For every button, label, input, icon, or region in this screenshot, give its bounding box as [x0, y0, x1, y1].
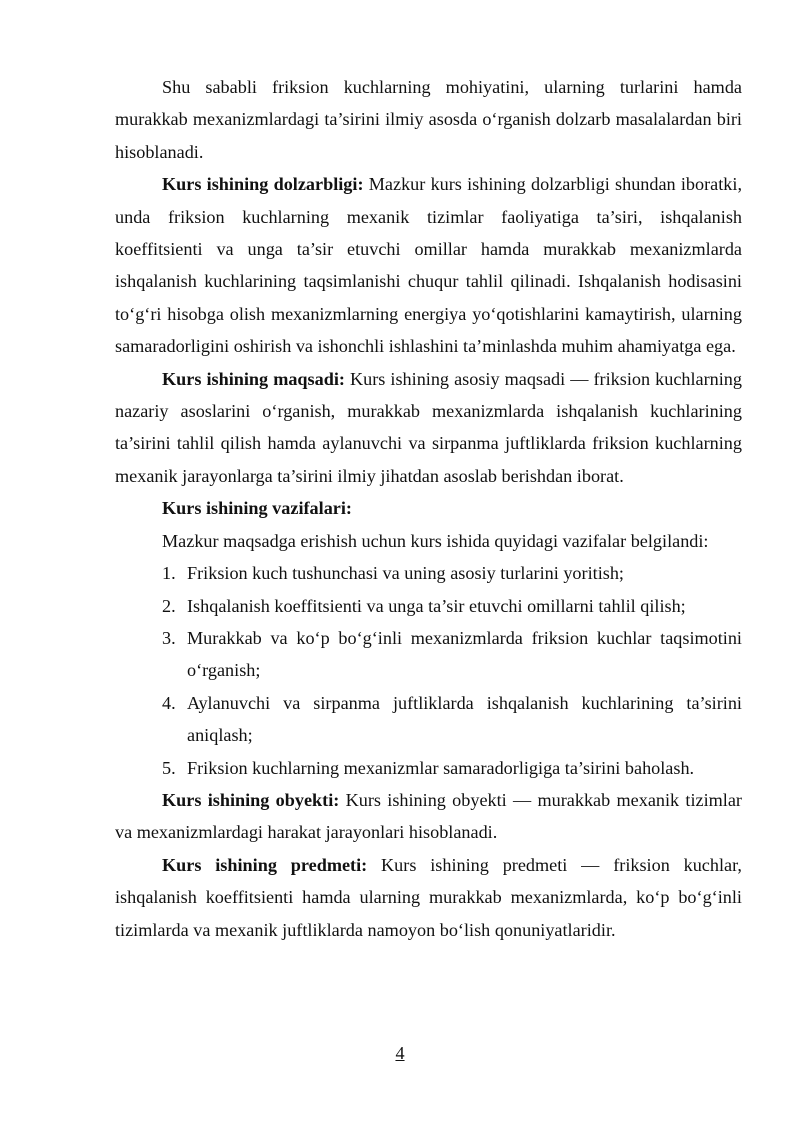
tasks-heading [115, 492, 742, 524]
tasks-label: Kurs ishining vazifalari: [162, 498, 352, 519]
list-item-number: 1. [162, 563, 176, 584]
list-item-text: Friksion kuch tushunchasi va uning asosiy turlarini yoritish; [187, 563, 624, 584]
tasks-intro: Mazkur maqsadga erishish uchun kurs ishida quyidagi vazifalar belgilandi: [162, 530, 709, 551]
subject-paragraph [115, 849, 742, 946]
list-item-text: Aylanuvchi va sirpanma juftliklarda ishqalanish kuchlarining ta’sirini aniqlash; [187, 692, 742, 746]
list-item-text: Ishqalanish koeffitsienti va unga ta’sir etuvchi omillarni tahlil qilish; [187, 595, 686, 616]
list-item [115, 557, 742, 589]
list-item-text: Murakkab va ko‘p bo‘g‘inli mexanizmlarda friksion kuchlar taqsimotini o‘rganish; [187, 627, 742, 681]
subject-text: Kurs ishining predmeti — friksion kuchlar, ishqalanish koeffitsienti hamda ularning murakkab mexanizmlarda, ko‘p bo‘g‘inli tizimlarda va mexanik juftliklarda namoyon bo‘lish qonuniyatlaridir. [115, 854, 742, 940]
goal-paragraph [115, 363, 742, 493]
list-item-text: Friksion kuchlarning mexanizmlar samaradorligiga ta’sirini baholash. [187, 757, 695, 778]
relevance-text: Mazkur kurs ishining dolzarbligi shundan iboratki, unda friksion kuchlarning mexanik tizimlar faoliyatiga ta’siri, ishqalanish koeffitsienti va unga ta’sir etuvchi omillar hamda murakkab mexanizmlarda ishqalanish kuchlarining taqsimlanishi chuqur tahlil qilinadi. Ishqalanish hodisasini to‘g‘ri hisobga olish mexanizmlarning energiya yo‘qotishlarini kamaytirish, ularning samaradorligini oshirish va ishonchli ishlashini ta’minlashda muhim ahamiyatga ega. [115, 174, 742, 357]
relevance-label: Kurs ishining dolzarbligi: [162, 174, 364, 195]
list-item [115, 687, 742, 752]
list-item [115, 622, 742, 687]
goal-text: Kurs ishining asosiy maqsadi — friksion kuchlarning nazariy asoslarini o‘rganish, murakkab mexanizmlarda ishqalanish kuchlarining ta’sirini tahlil qilish hamda aylanuvchi va sirpanma juftliklarda friksion kuchlarning mexanik jarayonlarga ta’sirini ilmiy jihatdan asoslab berishdan iborat. [115, 368, 742, 486]
list-item-number: 3. [162, 627, 176, 648]
tasks-list [115, 557, 742, 784]
list-item [115, 752, 742, 784]
list-item-number: 2. [162, 595, 176, 616]
page-content [115, 71, 742, 946]
relevance-paragraph [115, 168, 742, 362]
list-item-number: 5. [162, 757, 176, 778]
subject-label: Kurs ishining predmeti: [162, 854, 368, 875]
page-number: 4 [395, 1043, 405, 1063]
intro-paragraph: Shu sababli friksion kuchlarning mohiyatini, ularning turlarini hamda murakkab mexanizmlardagi ta’sirini ilmiy asosda o‘rganish dolzarb masalalardan biri hisoblanadi. [115, 77, 742, 162]
object-paragraph [115, 784, 742, 849]
list-item [115, 590, 742, 622]
object-text: Kurs ishining obyekti — murakkab mexanik tizimlar va mexanizmlardagi harakat jarayonlari hisoblanadi. [115, 789, 742, 843]
goal-label: Kurs ishining maqsadi: [162, 368, 345, 389]
object-label: Kurs ishining obyekti: [162, 789, 340, 810]
list-item-number: 4. [162, 692, 176, 713]
